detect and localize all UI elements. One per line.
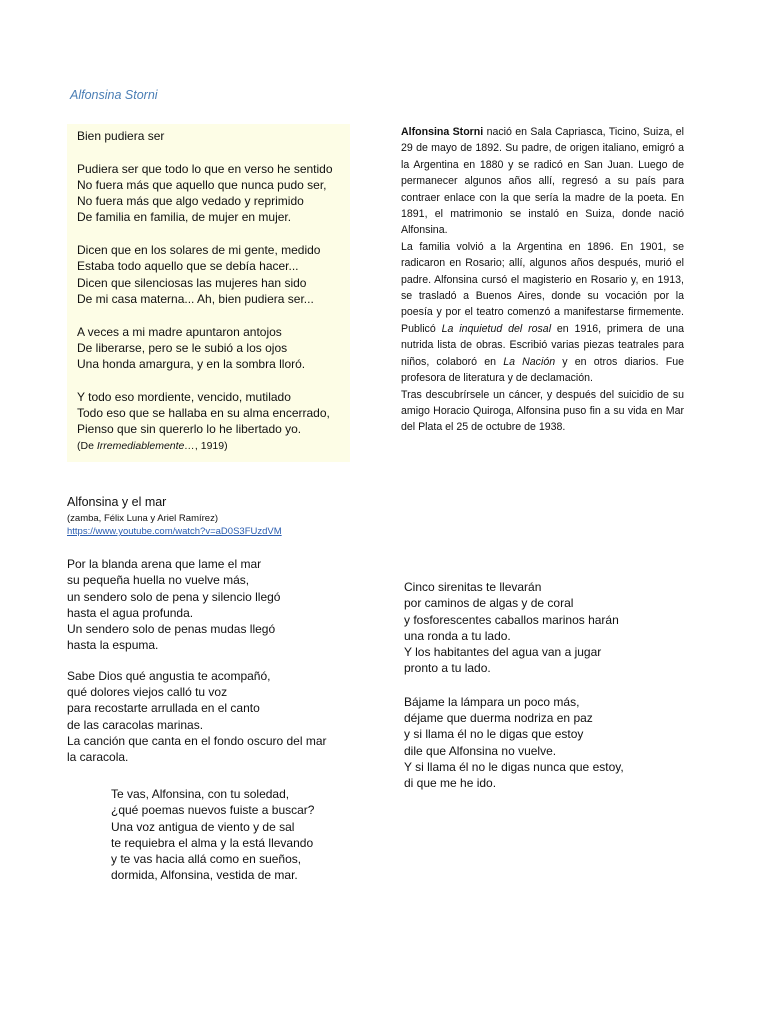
song-line: Cinco sirenitas te llevarán: [404, 580, 542, 594]
poem-line: Una honda amargura, y en la sombra lloró.: [77, 357, 306, 372]
poem-line: Y todo eso mordiente, vencido, mutilado: [77, 389, 291, 404]
poem-title: Bien pudiera ser: [77, 129, 165, 143]
song-line: una ronda a tu lado.: [404, 628, 511, 643]
bio-text: La familia volvió a la Argentina en 1896. En 1901, se radicaron en Rosario; allí, algunos años después, murió el padre. Alfonsina cursó el magisterio en Rosario y, en 1913, se trasladó a Buenos Aires, donde su vocación por la poesía y por el teatro comenzó a manifestarse firmemente. Publicó: [401, 240, 684, 335]
bio-paragraph: [401, 239, 684, 387]
poem-line: Todo eso que se hallaba en su alma encerrado,: [77, 406, 330, 421]
poem-stanza: [77, 161, 350, 226]
bio-book-title: La Nación: [503, 355, 556, 368]
song-line: para recostarte arrullada en el canto: [67, 701, 260, 716]
poem-line: Pudiera ser que todo lo que en verso he sentido: [77, 161, 333, 176]
song-stanza: [404, 694, 624, 792]
song-line: Sabe Dios qué angustia te acompañó,: [67, 668, 271, 683]
poem-line: No fuera más que algo vedado y reprimido: [77, 194, 304, 209]
song-line: déjame que duerma nodriza en paz: [404, 711, 593, 726]
song-line: por caminos de algas y de coral: [404, 596, 574, 611]
chorus-line: ¿qué poemas nuevos fuiste a buscar?: [111, 803, 315, 818]
song-line: y si llama él no le digas que estoy: [404, 727, 584, 742]
bio-book-title: La inquietud del rosal: [441, 322, 552, 335]
citation-suffix: , 1919): [194, 439, 228, 452]
poem-line: Estaba todo aquello que se debía hacer...: [77, 259, 299, 274]
song-chorus: [111, 786, 314, 884]
chorus-line: dormida, Alfonsina, vestida de mar.: [111, 868, 298, 883]
song-stanza: [67, 556, 327, 654]
song-line: su pequeña huella no vuelve más,: [67, 573, 250, 588]
song-line: La canción que canta en el fondo oscuro del mar: [67, 733, 327, 748]
song-video-link[interactable]: https://www.youtube.com/watch?v=aD0S3FUzdVM: [67, 526, 282, 537]
chorus-line: Te vas, Alfonsina, con tu soledad,: [111, 787, 290, 801]
song-stanza: [67, 668, 327, 766]
biography: [401, 124, 684, 436]
poem-box: [67, 124, 350, 462]
song-line: pronto a tu lado.: [404, 661, 491, 676]
song-line: hasta la espuma.: [67, 638, 159, 653]
poem-line: No fuera más que aquello que nunca pudo ser,: [77, 177, 327, 192]
bio-text: en 1916, primera de una nutrida lista de obras. Escribió varias piezas teatrales para niños, colaboró en: [401, 322, 684, 368]
page-header: Alfonsina Storni: [70, 88, 158, 102]
bio-text: nació en Sala Capriasca, Ticino, Suiza, el 29 de mayo de 1892. Su padre, de origen italiano, emigró a la Argentina en 1880 y se radicó en San Juan. Luego de permanecer algunos años allí, regresó a su país para contraer enlace con la que sería la madre de la poeta. En 1891, el matrimonio se instaló en Suiza, donde nació Alfonsina.: [401, 126, 685, 237]
song-line: Por la blanda arena que lame el mar: [67, 557, 262, 571]
song-line: Y si llama él no le digas nunca que estoy,: [404, 759, 624, 774]
song-line: dile que Alfonsina no vuelve.: [404, 743, 557, 758]
citation-prefix: (De: [77, 439, 97, 452]
poem-stanza: [77, 389, 350, 438]
bio-paragraph: [401, 124, 684, 239]
song-line: la caracola.: [67, 750, 129, 765]
bio-paragraph: Tras descubrírsele un cáncer, y después del suicidio de su amigo Horacio Quiroga, Alfonsina puso fin a su vida en Mar del Plata el 25 de octubre de 1938.: [401, 388, 684, 434]
song-line: un sendero solo de pena y silencio llegó: [67, 589, 281, 604]
poem-line: A veces a mi madre apuntaron antojos: [77, 324, 282, 339]
poem-citation: [77, 440, 350, 453]
poem-line: De mi casa materna... Ah, bien pudiera ser...: [77, 291, 314, 306]
song-left-column: [67, 556, 327, 780]
poem-line: De familia en familia, de mujer en mujer.: [77, 210, 292, 225]
poem-stanza: [77, 242, 350, 307]
song-line: Un sendero solo de penas mudas llegó: [67, 622, 276, 637]
song-line: hasta el agua profunda.: [67, 605, 194, 620]
song-stanza: [404, 579, 624, 677]
citation-book: Irremediablemente…: [96, 439, 195, 452]
song-line: y fosforescentes caballos marinos harán: [404, 612, 619, 627]
bio-name: Alfonsina Storni: [401, 126, 484, 138]
song-line: de las caracolas marinas.: [67, 717, 204, 732]
song-title: Alfonsina y el mar: [67, 495, 167, 509]
poem-line: Dicen que silenciosas las mujeres han sido: [77, 275, 307, 290]
song-line: Y los habitantes del agua van a jugar: [404, 645, 602, 660]
poem-line: De liberarse, pero se le subió a los ojos: [77, 340, 288, 355]
song-line: qué dolores viejos calló tu voz: [67, 685, 228, 700]
song-credit: (zamba, Félix Luna y Ariel Ramírez): [67, 513, 218, 524]
chorus-line: Una voz antigua de viento y de sal: [111, 819, 295, 834]
chorus-line: te requiebra el alma y la está llevando: [111, 835, 314, 850]
song-line: di que me he ido.: [404, 776, 497, 791]
chorus-line: y te vas hacia allá como en sueños,: [111, 852, 302, 867]
bio-text: y en otros diarios. Fue profesora de literatura y de declamación.: [401, 355, 684, 385]
poem-stanza: [77, 324, 350, 373]
song-line: Bájame la lámpara un poco más,: [404, 694, 580, 709]
song-right-column: [404, 579, 624, 806]
poem-line: Dicen que en los solares de mi gente, medido: [77, 243, 321, 258]
poem-line: Pienso que sin quererlo lo he libertado yo.: [77, 422, 302, 437]
